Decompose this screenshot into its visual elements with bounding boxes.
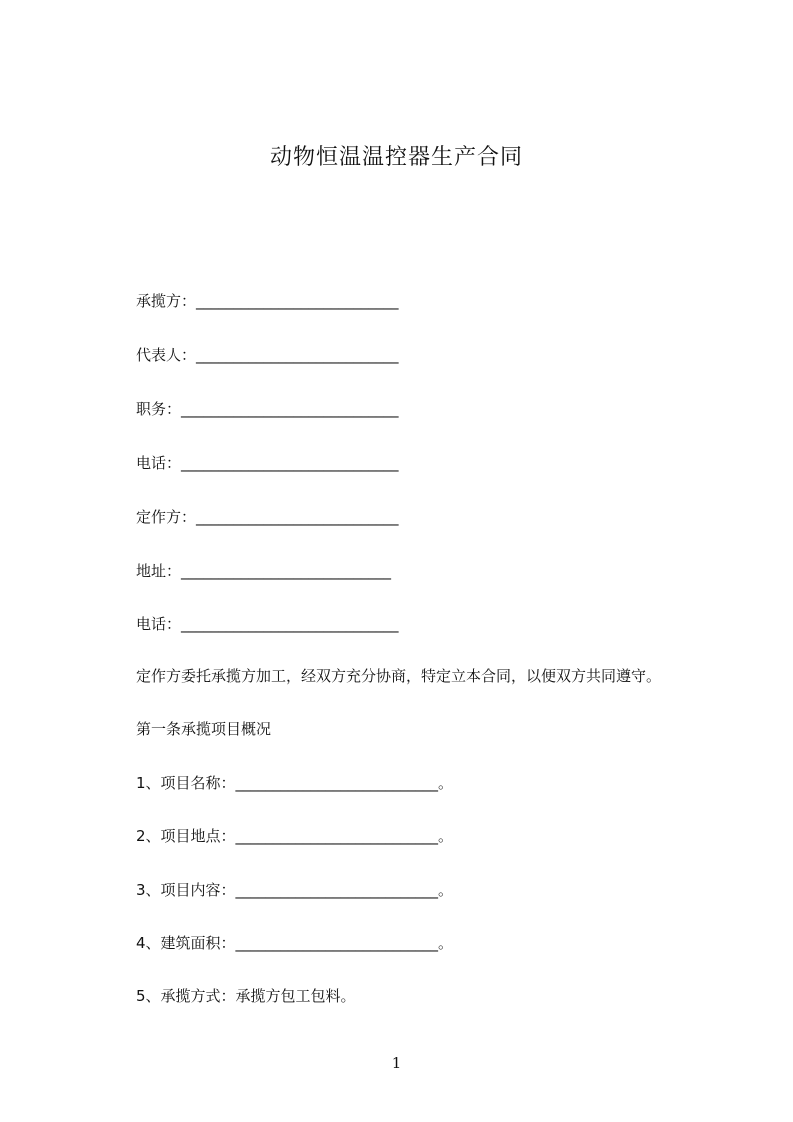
contractor-field: 承揽方：___________________________ bbox=[136, 292, 399, 310]
contracting-method-line: 5、承揽方式：承揽方包工包料。 bbox=[136, 987, 356, 1005]
position-field: 职务：_____________________________ bbox=[136, 400, 399, 418]
document-title: 动物恒温温控器生产合同 bbox=[269, 145, 523, 170]
building-area-field: 4、建筑面积：___________________________。 bbox=[136, 934, 454, 952]
preamble-paragraph: 定作方委托承揽方加工，经双方充分协商，特定立本合同，以便双方共同遵守。 bbox=[136, 667, 662, 685]
project-location-field: 2、项目地点：___________________________。 bbox=[136, 827, 454, 845]
representative-field: 代表人：___________________________ bbox=[136, 346, 399, 364]
project-name-field: 1、项目名称：___________________________。 bbox=[136, 774, 454, 792]
orderer-field: 定作方：___________________________ bbox=[136, 508, 399, 526]
article-1-heading: 第一条承揽项目概况 bbox=[136, 720, 272, 738]
contractor-phone-field: 电话：_____________________________ bbox=[136, 454, 399, 472]
project-content-field: 3、项目内容：___________________________。 bbox=[136, 881, 454, 899]
address-field: 地址：____________________________ bbox=[136, 562, 392, 580]
orderer-phone-field: 电话：_____________________________ bbox=[136, 615, 399, 633]
page-number: 1 bbox=[391, 1054, 402, 1072]
